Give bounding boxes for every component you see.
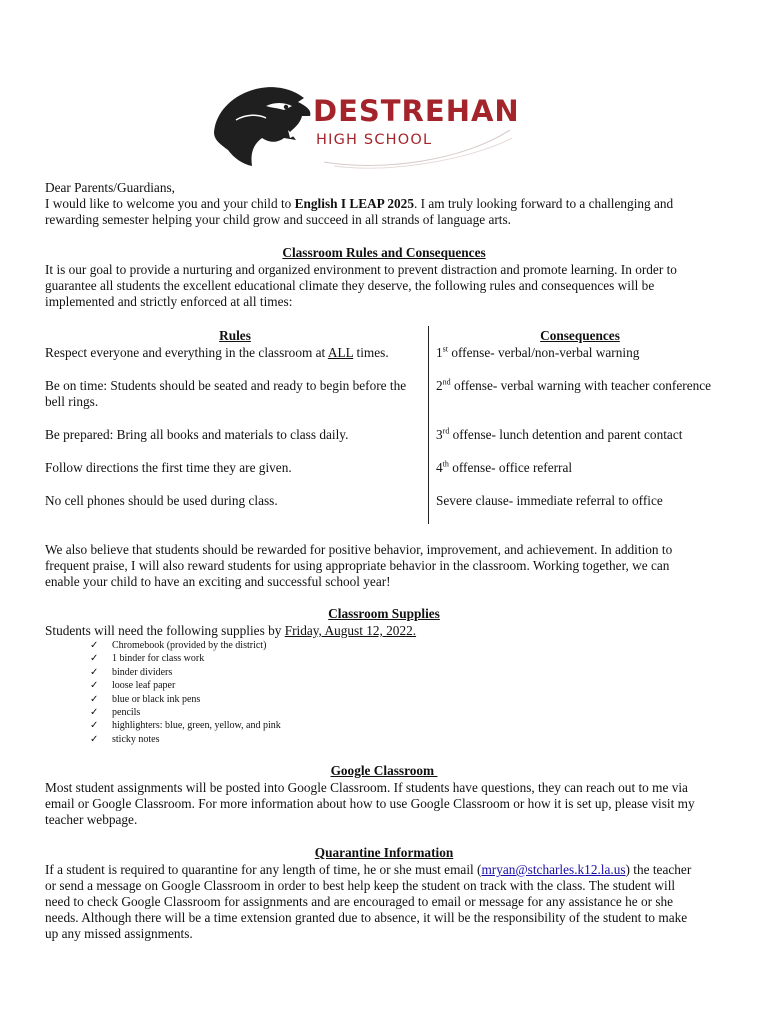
consequence-1 [436,345,736,362]
google-para-line-2: email or Google Classroom. For more information about how to use Google Classroom or how it is set up, please visit my [45,796,695,811]
list-item [90,666,281,679]
supplies-heading: Classroom Supplies [328,606,440,621]
supplies-intro-text: Students will need the following supplies by [45,623,285,638]
consequence-3-suffix: rd [442,426,450,436]
rule-1-text-end: times. [353,345,389,360]
intro-line-1 [45,196,673,213]
teacher-email-link[interactable]: mryan@stcharles.k12.la.us [481,862,626,877]
supply-item: Chromebook (provided by the district) [112,640,267,651]
consequence-4-num: 4 [436,460,443,475]
checkmark-icon: ✓ [90,640,99,651]
school-subtitle: HIGH SCHOOL [316,132,433,148]
consequence-2-text: offense- verbal warning with teacher conference [450,378,712,393]
rule-5: No cell phones should be used during class. [45,493,278,508]
quarantine-text-end: ) the teacher [625,862,692,877]
quarantine-line-1 [45,862,691,879]
supply-item: highlighters: blue, green, yellow, and pink [112,720,281,732]
quarantine-heading: Quarantine Information [314,845,454,860]
list-item [90,706,281,719]
rule-1-text: Respect everyone and everything in the classroom at [45,345,328,360]
consequence-3 [436,427,736,444]
supply-item: sticky notes [112,733,160,745]
consequence-1-suffix: st [442,344,448,354]
consequence-4-text: offense- office referral [448,460,573,475]
rules-para-line-2: guarantee all students the excellent educational climate they deserve, the following rules and consequences will be [45,278,655,293]
list-item [90,693,281,706]
school-name: DESTREHAN [313,94,520,128]
supply-item: pencils [112,706,141,718]
rules-para-line-3: implemented and strictly enforced at all times: [45,294,293,309]
consequence-1-num: 1 [436,345,443,360]
consequences-column-header: Consequences [540,328,620,343]
greeting: Dear Parents/Guardians, [45,180,175,195]
quarantine-line-2: or send a message on Google Classroom in order to best help keep the student on track with the class. The student will [45,878,676,893]
rule-2-line-2: bell rings. [45,394,99,409]
consequence-severe: Severe clause- immediate referral to office [436,493,663,508]
google-para-line-1: Most student assignments will be posted into Google Classroom. If students have questions, they can reach out to me via [45,780,688,795]
list-item [90,733,281,746]
checkmark-icon: ✓ [90,666,99,678]
list-item [90,652,281,665]
supply-item: 1 binder for class work [112,653,205,665]
supply-item: blue or black ink pens [112,693,201,705]
consequence-3-num: 3 [436,427,443,442]
reward-para-line-1: We also believe that students should be rewarded for positive behavior, improvement, and achievement. In addition to [45,542,673,557]
rules-para-line-1: It is our goal to provide a nurturing and organized environment to prevent distraction and promote learning. In order to [45,262,677,277]
supplies-due-date: Friday, August 12, 2022. [284,623,417,638]
supplies-list [90,639,281,746]
rule-2-line-1: Be on time: Students should be seated and ready to begin before the [45,378,407,393]
intro-line-2: rewarding semester helping your child grow and succeed in all strands of language arts. [45,212,511,227]
reward-para-line-3: enable your child to have an exciting and successful school year! [45,574,391,589]
list-item [90,639,281,652]
consequence-2-suffix: nd [442,377,451,387]
course-name: English I LEAP 2025 [294,196,414,211]
checkmark-icon: ✓ [90,693,99,705]
checkmark-icon: ✓ [90,653,99,665]
consequence-3-text: offense- lunch detention and parent contact [449,427,683,442]
list-item [90,679,281,692]
supplies-intro [45,623,416,640]
consequence-4-suffix: th [442,459,449,469]
table-divider [428,326,429,524]
quarantine-line-3: need to check Google Classroom for assignments and are encouraged to email or message for any assistance he or she [45,894,674,909]
supply-item: binder dividers [112,666,173,678]
consequence-4 [436,460,736,477]
consequence-2 [436,378,736,395]
checkmark-icon: ✓ [90,720,99,732]
rule-1-emphasis: ALL [327,345,354,360]
intro-text: I would like to welcome you and your child to [45,196,295,211]
rules-heading: Classroom Rules and Consequences [282,245,486,260]
consequence-2-num: 2 [436,378,443,393]
rules-column-header: Rules [219,328,251,343]
panther-logo-icon [206,80,316,172]
checkmark-icon: ✓ [90,680,99,692]
consequence-1-text: offense- verbal/non-verbal warning [448,345,640,360]
reward-para-line-2: frequent praise, I will also reward students for using appropriate behavior in the classroom. Working together, we can [45,558,670,573]
quarantine-line-4: needs. Although there will be a time extension granted due to absence, it will be the responsibility of the student to make [45,910,688,925]
checkmark-icon: ✓ [90,706,99,718]
rule-3: Be prepared: Bring all books and materials to class daily. [45,427,349,442]
google-classroom-heading: Google Classroom [330,763,438,778]
list-item [90,719,281,732]
quarantine-text: If a student is required to quarantine for any length of time, he or she must email ( [45,862,482,877]
checkmark-icon: ✓ [90,733,99,745]
quarantine-line-5: up any missed assignments. [45,926,193,941]
intro-text-2: . I am truly looking forward to a challenging and [413,196,674,211]
google-para-line-3: teacher webpage. [45,812,138,827]
rule-4: Follow directions the first time they are given. [45,460,292,475]
supply-item: loose leaf paper [112,680,176,692]
rule-1 [45,345,425,362]
